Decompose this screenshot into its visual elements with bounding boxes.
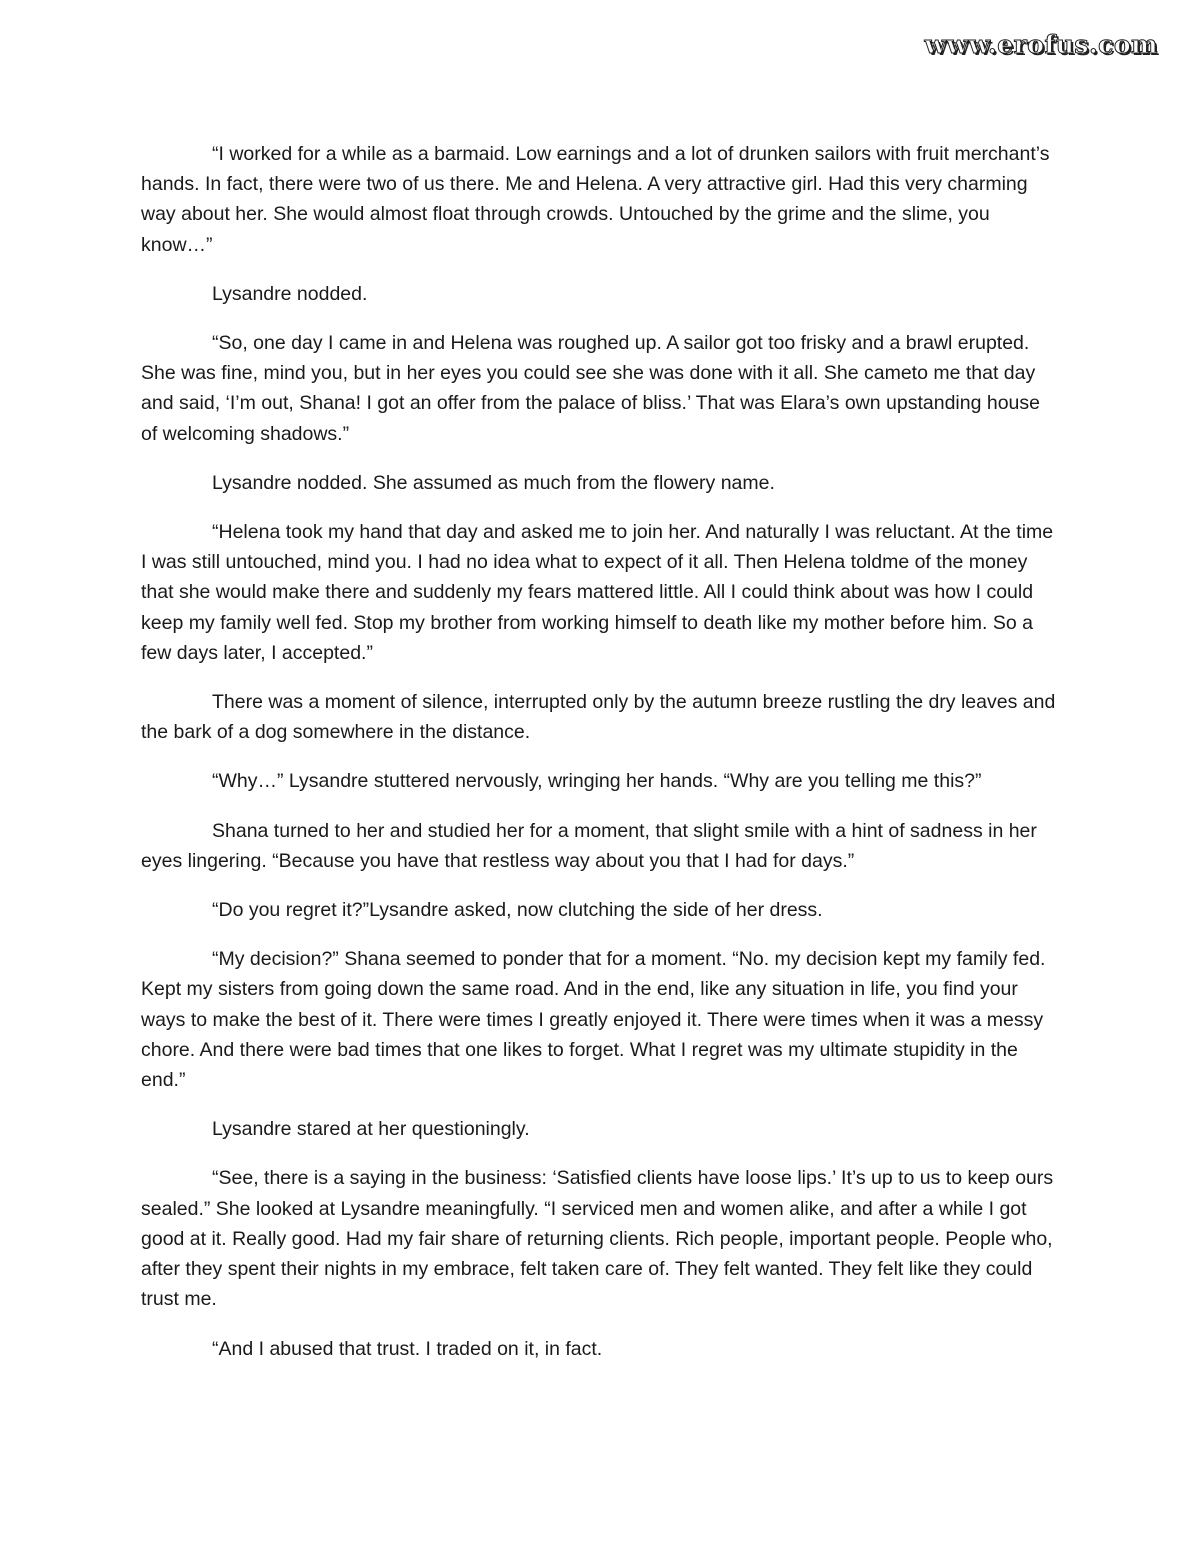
site-watermark: www.erofus.com [924, 30, 1158, 59]
paragraph: There was a moment of silence, interrupted only by the autumn breeze rustling the dry leaves and the bark of a dog somewhere in the distance. [141, 691, 1056, 744]
paragraph: “I worked for a while as a barmaid. Low earnings and a lot of drunken sailors with fruit merchant’s hands. In fact, there were two of us there. Me and Helena. A very attractive girl. Had this very charming way about her. She would almost float through crowds. Untouched by the grime and the slime, you know…” [141, 143, 1050, 256]
paragraph: “See, there is a saying in the business: ‘Satisfied clients have loose lips.’ It’s up to us to keep ours sealed.” She looked at Lysandre meaningfully. “I serviced men and women alike, and after a while I got good at it. Really good. Had my fair share of returning clients. Rich people, important people. People who, after they spent their nights in my embrace, felt taken care of. They felt wanted. They felt like they could trust me. [141, 1167, 1054, 1311]
paragraph: Lysandre nodded. She assumed as much from the flowery name. [212, 471, 775, 494]
paragraph: “So, one day I came in and Helena was roughed up. A sailor got too frisky and a brawl erupted. She was fine, mind you, but in her eyes you could see she was done with it all. She cameto me that day and said, ‘I’m out, Shana! I got an offer from the palace of bliss.’ That was Elara’s own upstanding house of welcoming shadows.” [141, 332, 1040, 445]
paragraph: Lysandre stared at her questioningly. [212, 1118, 530, 1141]
document-body [141, 139, 1061, 1383]
paragraph: “Do you regret it?”Lysandre asked, now clutching the side of her dress. [212, 899, 823, 922]
paragraph: Lysandre nodded. [212, 282, 368, 305]
paragraph: “Helena took my hand that day and asked me to join her. And naturally I was reluctant. At the time I was still untouched, mind you. I had no idea what to expect of it all. Then Helena toldme of the money that she would make there and suddenly my fears mattered little. All I could think about was how I could keep my family well fed. Stop my brother from working himself to death like my mother before him. So a few days later, I accepted.” [141, 521, 1054, 664]
paragraph: “And I abused that trust. I traded on it, in fact. [212, 1337, 603, 1360]
paragraph: “My decision?” Shana seemed to ponder that for a moment. “No. my decision kept my family fed. Kept my sisters from going down the same road. And in the end, like any situation in life, you find your ways to make the best of it. There were times I greatly enjoyed it. There were times when it was a messy chore. And there were bad times that one likes to forget. What I regret was my ultimate stupidity in the end.” [141, 948, 1046, 1092]
paragraph: “Why…” Lysandre stuttered nervously, wringing her hands. “Why are you telling me this?” [212, 770, 982, 793]
paragraph: Shana turned to her and studied her for a moment, that slight smile with a hint of sadness in her eyes lingering. “Because you have that restless way about you that I had for days.” [141, 819, 1037, 872]
